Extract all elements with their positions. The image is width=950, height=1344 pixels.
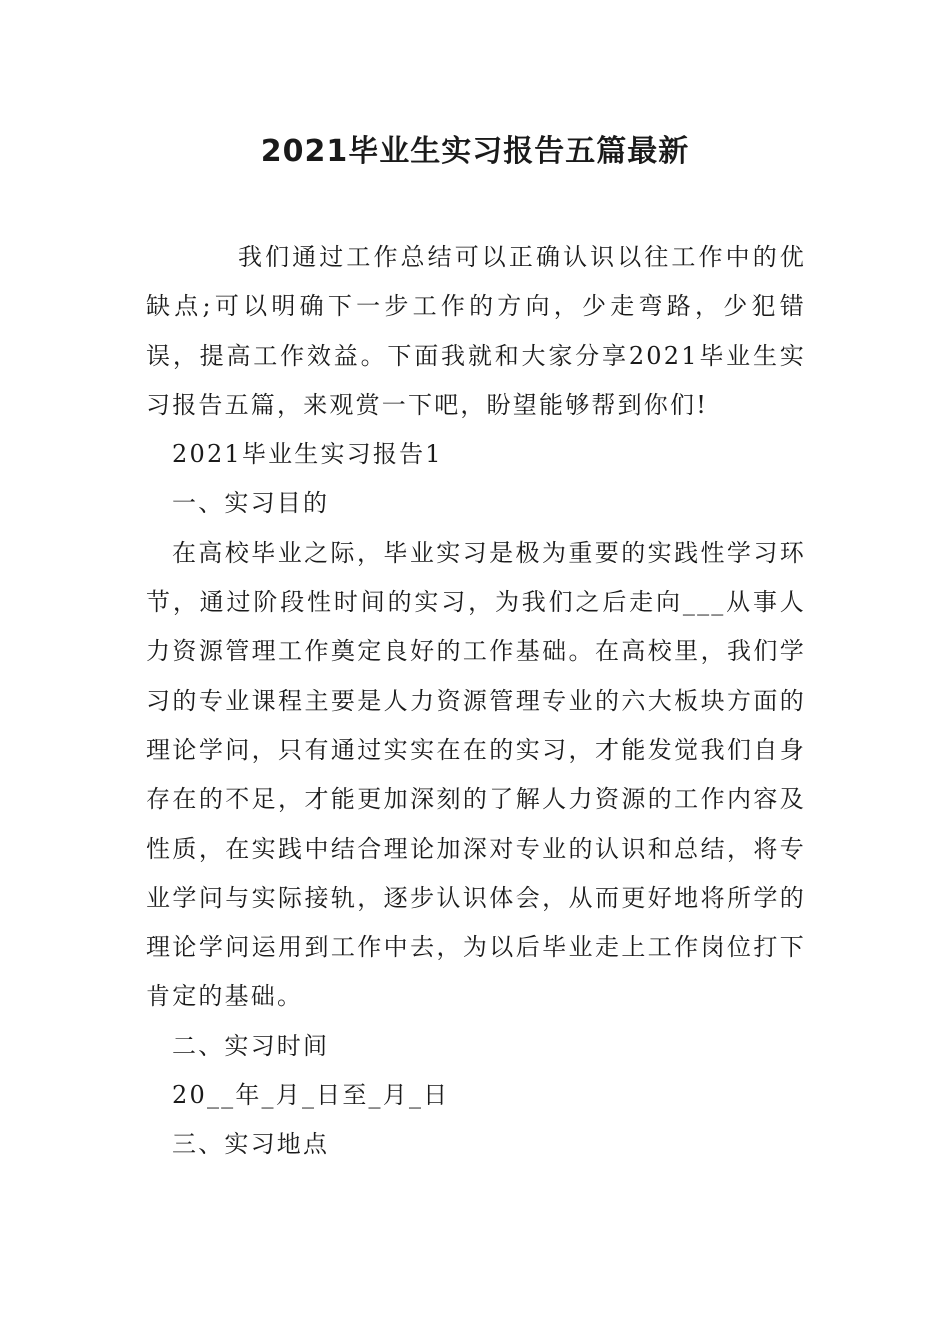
section-heading-purpose: 一、实习目的 bbox=[172, 489, 330, 518]
report-heading: 2021毕业生实习报告1 bbox=[172, 440, 443, 469]
intro-paragraph: 我们通过工作总结可以正确认识以往工作中的优缺点;可以明确下一步工作的方向，少走弯路，少犯错误，提高工作效益。下面我就和大家分享2021毕业生实习报告五篇，来观赏一下吧，盼望能够帮到你们! bbox=[146, 243, 806, 419]
section-body-time: 20__年_月_日至_月_日 bbox=[172, 1081, 450, 1110]
document-body bbox=[146, 233, 806, 1170]
document-title: 2021毕业生实习报告五篇最新 bbox=[260, 134, 690, 169]
section-body-purpose: 在高校毕业之际，毕业实习是极为重要的实践性学习环节，通过阶段性时间的实习，为我们之后走向___从事人力资源管理工作奠定良好的工作基础。在高校里，我们学习的专业课程主要是人力资源管理专业的六大板块方面的理论学问，只有通过实实在在的实习，才能发觉我们自身存在的不足，才能更加深刻的了解人力资源的工作内容及性质，在实践中结合理论加深对专业的认识和总结，将专业学问与实际接轨，逐步认识体会，从而更好地将所学的理论学问运用到工作中去，为以后毕业走上工作岗位打下肯定的基础。 bbox=[146, 538, 806, 1011]
section-heading-location: 三、实习地点 bbox=[172, 1130, 330, 1159]
section-heading-time: 二、实习时间 bbox=[172, 1031, 330, 1060]
